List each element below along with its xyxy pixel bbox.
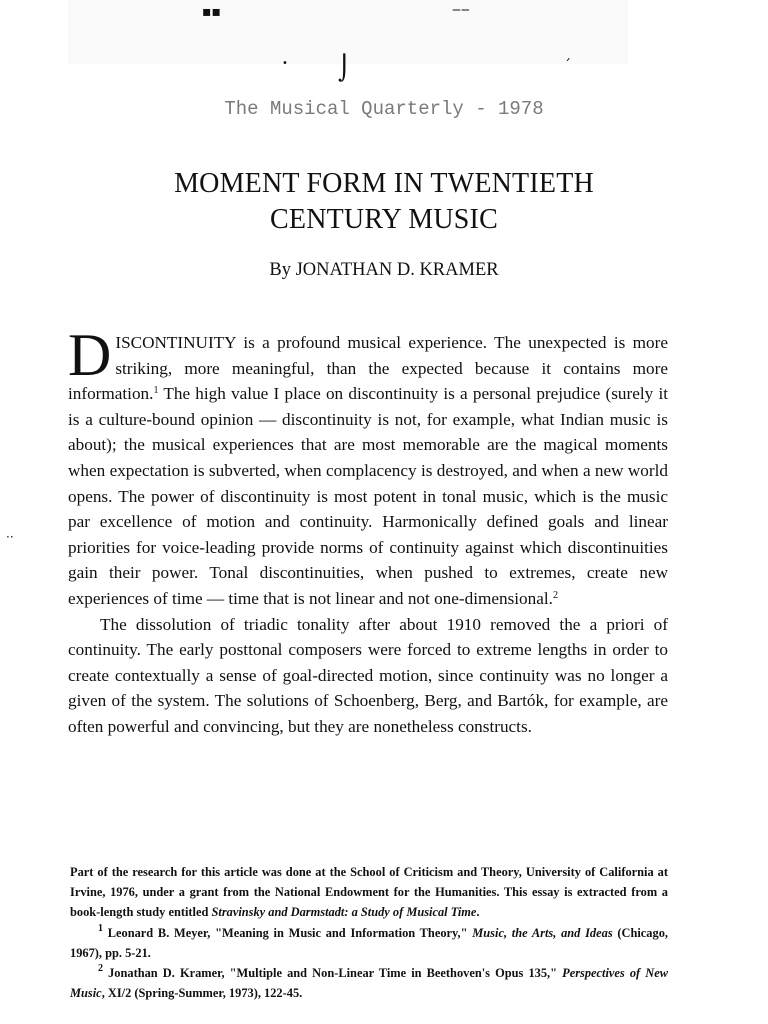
scan-artifact: ▪▪ xyxy=(202,4,221,20)
footnote-0-text: Part of the research for this article was done at the School of Criticism and Theory, University of California at Irvine, 1976, under a grant from the National Endowment for the Humanities. This essay is extracted from a book-length study entitled xyxy=(70,865,668,920)
footnote-2-text: Jonathan D. Kramer, "Multiple and Non-Linear Time in Beethoven's Opus 135," xyxy=(103,966,563,981)
footnote-2-source: Perspectives of New Music xyxy=(70,966,668,1001)
paragraph-1 xyxy=(68,322,668,612)
scan-artifact: ·· xyxy=(6,530,14,544)
footnotes xyxy=(70,862,668,1003)
footnote-ref-2: 2 xyxy=(552,589,558,601)
scan-artifact: • xyxy=(282,58,288,69)
article-title-line-2: CENTURY MUSIC xyxy=(270,204,498,235)
scan-artifact: ‒‒ xyxy=(452,2,470,18)
drop-cap: D xyxy=(68,322,112,388)
article-body xyxy=(68,322,668,740)
lead-word: ISCONTINUITY xyxy=(115,333,236,352)
scan-artifact: ⌡ xyxy=(338,54,351,82)
paragraph-1-text-b: The high value I place on discontinuity is a personal prejudice (surely it is a culture-bound opinion — discontinuity is not, for example, what Indian music is about); the musical experiences that are most memorable are the magical moments when expectation is subverted, when complacency is destroyed, and when a new world opens. The power of discontinuity is most potent in tonal music, which is the music par excellence of motion and continuity. Harmonically defined goals and linear priorities for voice-leading provide norms of continuity against which discontinuities gain their power. Tonal discontinuities, when pushed to extremes, create new experiences of time — time that is not linear and not one-dimensional. xyxy=(68,384,668,608)
footnote-1-source: Music, the Arts, and Ideas xyxy=(472,925,613,940)
footnote-0-end: . xyxy=(476,905,480,920)
journal-citation: The Musical Quarterly - 1978 xyxy=(224,98,544,120)
article-title-line-1: MOMENT FORM IN TWENTIETH xyxy=(174,168,594,199)
footnote-2-details: , XI/2 (Spring-Summer, 1973), 122-45. xyxy=(101,986,303,1001)
paragraph-2: The dissolution of triadic tonality after about 1910 removed the a priori of continuity. The early posttonal composers were forced to extreme lengths in order to create contextually a sense of goal-directed motion, since continuity was no longer a given of the system. The solutions of Schoenberg, Berg, and Bartók, for example, are often powerful and convincing, but they are nonetheless constructs. xyxy=(68,614,668,736)
footnote-0-book-title: Stravinsky and Darmstadt: a Study of Musical Time xyxy=(211,905,477,920)
author-byline: By JONATHAN D. KRAMER xyxy=(269,260,499,280)
footnote-1-number: 1 xyxy=(98,922,103,934)
paragraph-1-text-a: is a profound musical experience. The unexpected is more striking, more meaningful, than the expected because it contains more information. xyxy=(68,333,668,404)
footnote-1-text: Leonard B. Meyer, "Meaning in Music and Information Theory," xyxy=(103,925,473,940)
footnote-1-details: (Chicago, 1967), pp. 5-21. xyxy=(70,925,668,960)
footnote-0 xyxy=(70,862,668,923)
footnote-ref-1: 1 xyxy=(153,385,159,397)
footnote-2-number: 2 xyxy=(98,963,103,975)
footnote-2 xyxy=(70,963,668,1003)
footnote-1 xyxy=(70,923,668,963)
scan-artifact: ˊ xyxy=(564,58,571,74)
article-title xyxy=(0,166,768,238)
